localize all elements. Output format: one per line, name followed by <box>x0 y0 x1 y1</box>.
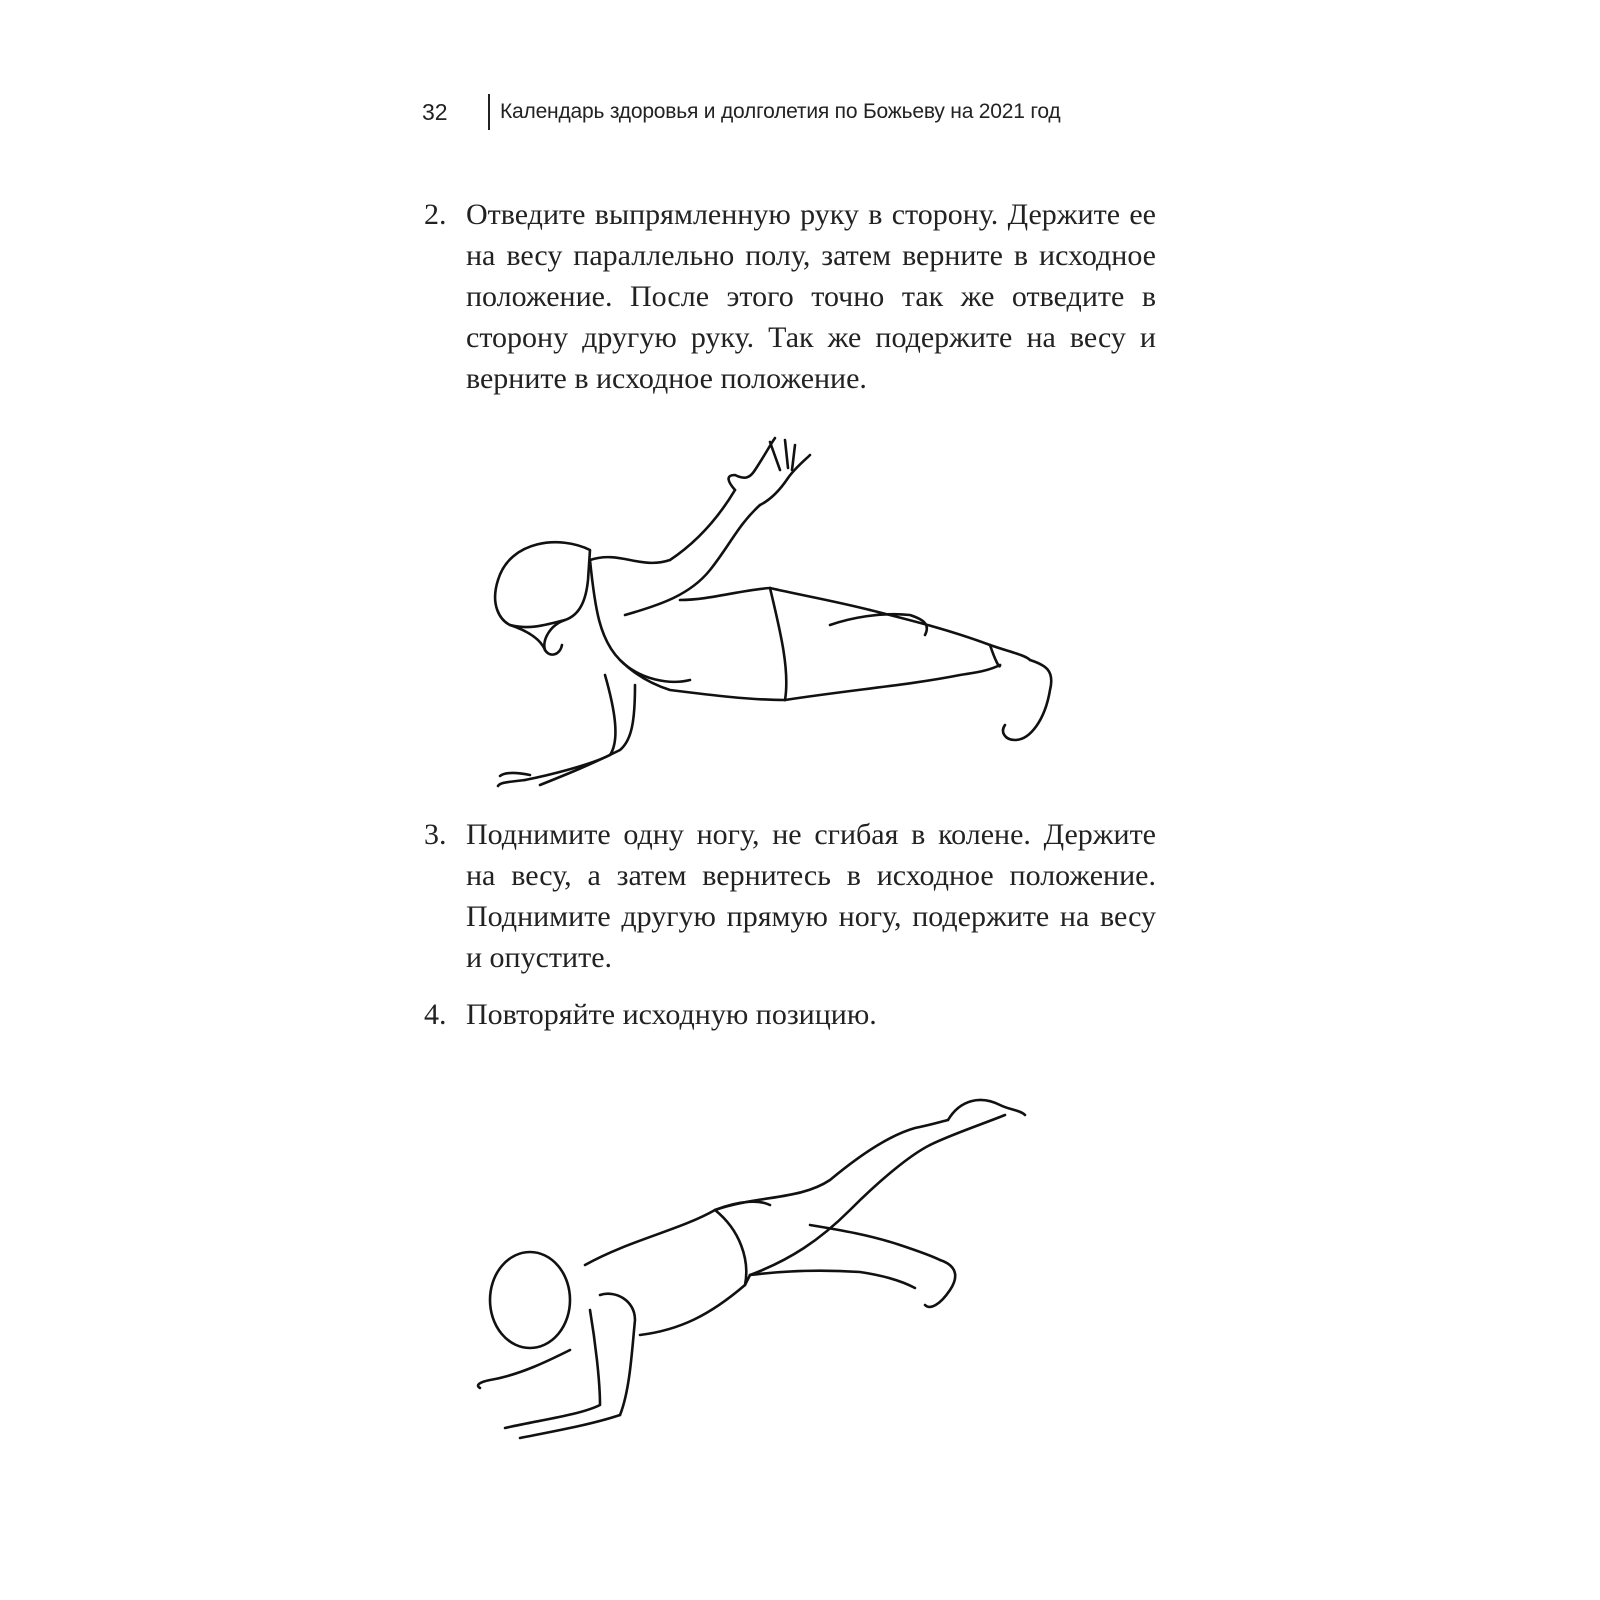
page-number: 32 <box>422 98 448 125</box>
step-text: Отведите выпрямленную руку в сторону. Держите ее на весу параллельно полу, затем верните в исходное положение. После этого точно так же отведите в сторону другую руку. Так же подержите на весу и верните в исходное положение. <box>466 198 1156 395</box>
step-list-2 <box>424 814 1156 1035</box>
page-header <box>422 92 1060 132</box>
plank-leg-raise-illustration <box>460 1060 1080 1450</box>
list-item <box>424 194 1156 399</box>
step-number: 4. <box>424 998 447 1031</box>
list-item <box>424 814 1156 978</box>
step-number: 3. <box>424 818 447 851</box>
step-text: Поднимите одну ногу, не сгибая в колене. Держите на весу, а затем вернитесь в исходное положение. Поднимите другую прямую ногу, подержите на весу и опустите. <box>466 818 1156 974</box>
plank-arm-raise-illustration <box>470 420 1070 790</box>
list-item <box>424 994 1156 1035</box>
running-title: Календарь здоровья и долголетия по Божьеву на 2021 год <box>500 100 1061 123</box>
step-list-1 <box>424 194 1156 399</box>
header-divider <box>488 94 490 130</box>
step-number: 2. <box>424 198 447 231</box>
step-text: Повторяйте исходную позицию. <box>466 998 877 1031</box>
